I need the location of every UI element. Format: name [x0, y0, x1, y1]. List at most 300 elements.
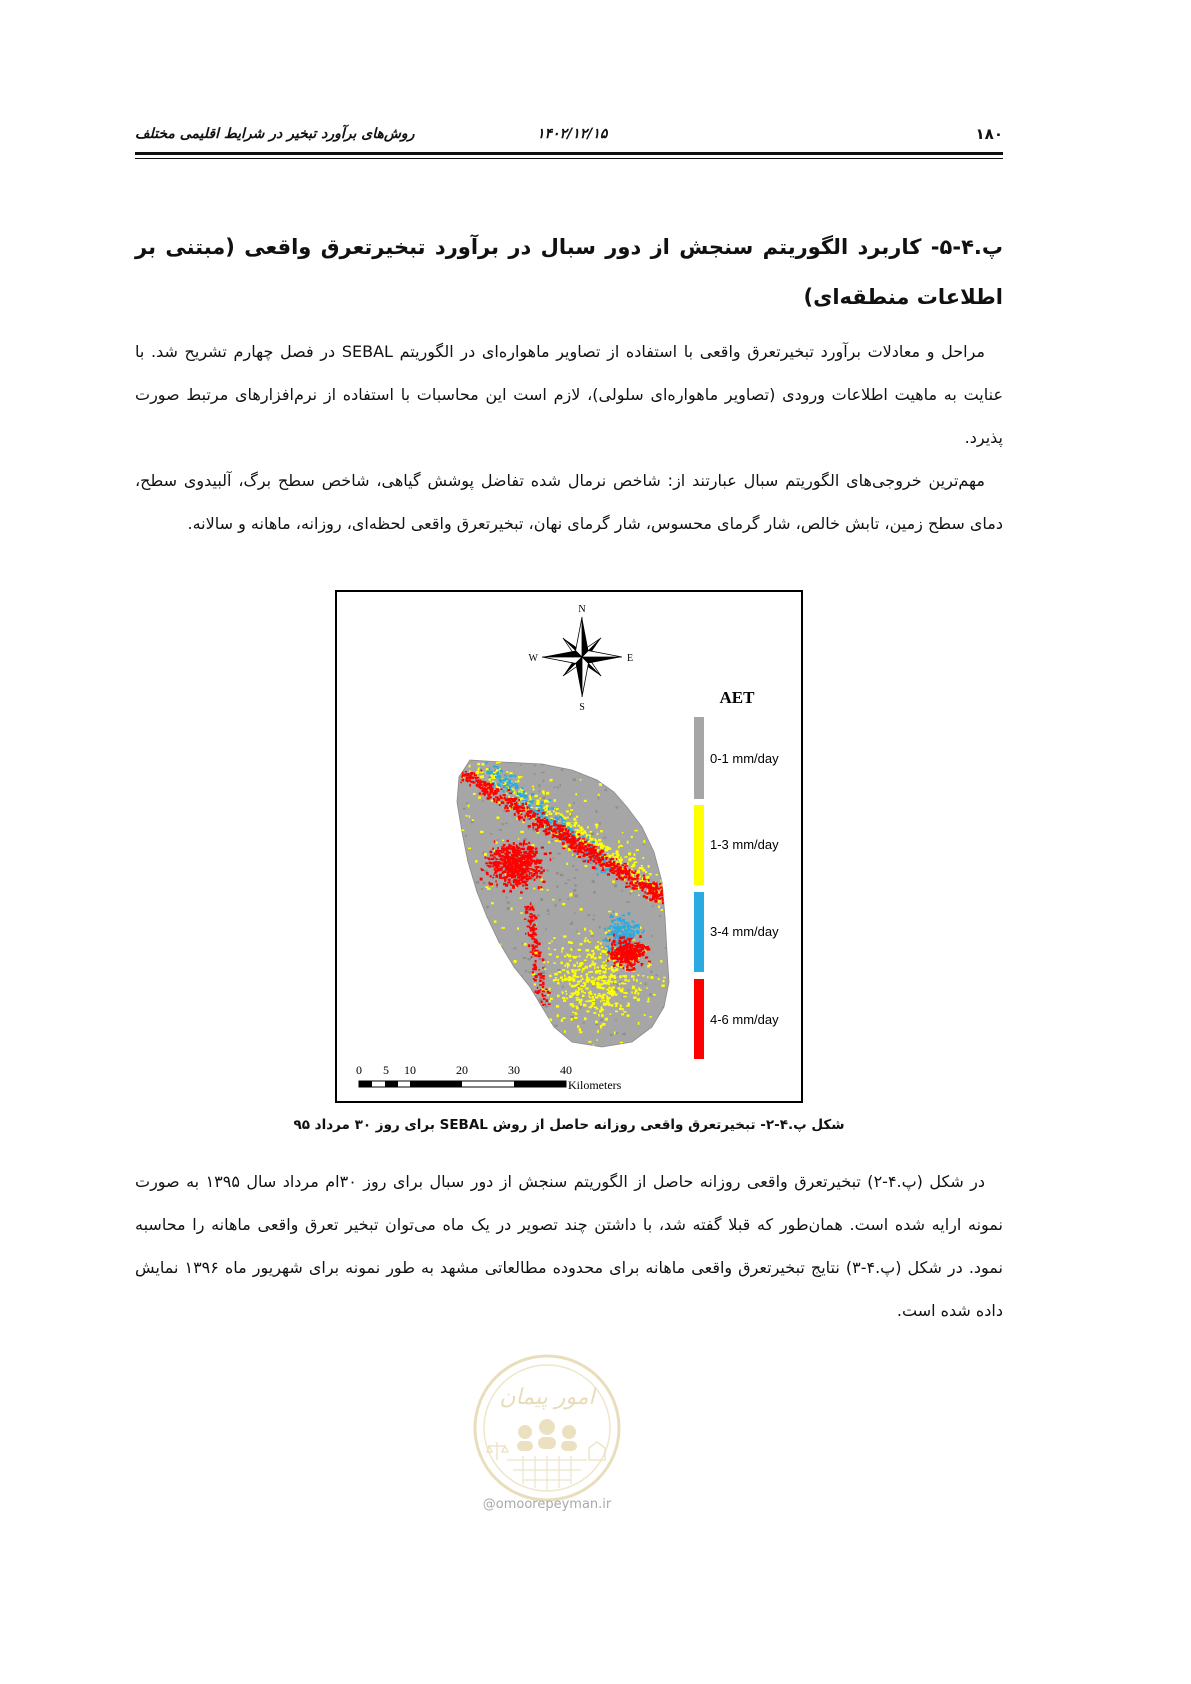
aet-pixel — [626, 992, 628, 994]
aet-pixel — [509, 860, 511, 863]
aet-pixel — [573, 889, 576, 892]
aet-pixel — [667, 805, 670, 806]
aet-pixel — [644, 822, 646, 824]
aet-pixel — [611, 943, 613, 945]
aet-pixel — [588, 954, 591, 955]
aet-pixel — [564, 974, 566, 977]
aet-pixel — [514, 851, 516, 854]
figure-caption: شکل پ.۴-۲- تبخیرتعرق واقعی روزانه حاصل از روش SEBAL برای روز ۳۰ مرداد ۹۵ — [293, 1117, 845, 1133]
legend-label-1-3: 1-3 mm/day — [710, 837, 779, 852]
aet-pixel — [528, 932, 529, 934]
aet-pixel — [586, 956, 588, 958]
aet-pixel — [508, 879, 511, 881]
aet-pixel — [631, 866, 635, 868]
aet-pixel — [641, 955, 643, 957]
aet-pixel — [602, 867, 604, 870]
aet-pixel — [551, 807, 555, 809]
aet-pixel — [562, 817, 564, 820]
aet-pixel — [606, 995, 608, 998]
aet-pixel — [544, 820, 546, 823]
aet-pixel — [571, 922, 573, 925]
aet-pixel — [619, 946, 621, 948]
aet-pixel — [524, 1038, 526, 1040]
aet-pixel — [563, 1046, 567, 1049]
aet-pixel — [462, 830, 465, 832]
aet-pixel — [642, 952, 645, 954]
aet-pixel — [528, 934, 531, 936]
aet-pixel — [497, 817, 500, 820]
aet-pixel — [535, 1045, 538, 1047]
aet-pixel — [534, 954, 537, 956]
aet-pixel — [475, 916, 476, 918]
aet-pixel — [532, 971, 534, 974]
aet-pixel — [655, 891, 658, 894]
aet-pixel — [481, 1049, 483, 1051]
aet-pixel — [592, 880, 595, 883]
aet-pixel — [464, 923, 466, 925]
aet-pixel — [500, 1036, 503, 1039]
watermark-url: @omoorepeyman.ir — [482, 1497, 612, 1512]
aet-pixel — [649, 1045, 652, 1047]
aet-pixel — [619, 860, 621, 862]
aet-pixel — [638, 957, 640, 959]
aet-pixel — [507, 907, 510, 910]
aet-pixel — [496, 788, 500, 790]
aet-pixel — [544, 853, 548, 855]
aet-pixel — [635, 956, 637, 958]
aet-pixel — [466, 815, 468, 817]
aet-pixel — [620, 771, 623, 773]
aet-pixel — [498, 783, 501, 786]
aet-pixel — [600, 1000, 601, 1002]
aet-pixel — [539, 1031, 542, 1034]
aet-pixel — [621, 923, 623, 925]
legend-swatch-4-6 — [694, 979, 704, 1059]
aet-pixel — [636, 979, 638, 982]
aet-pixel — [598, 993, 600, 995]
aet-pixel — [662, 1006, 663, 1007]
aet-pixel — [645, 777, 648, 780]
aet-pixel — [486, 906, 489, 908]
aet-pixel — [567, 842, 569, 844]
aet-pixel — [628, 879, 631, 880]
aet-pixel — [592, 866, 596, 869]
aet-pixel — [561, 769, 564, 771]
aet-pixel — [603, 982, 606, 985]
aet-pixel — [529, 1017, 531, 1019]
aet-pixel — [575, 972, 577, 975]
aet-pixel — [500, 868, 503, 870]
aet-pixel — [537, 820, 539, 823]
aet-pixel — [533, 812, 535, 814]
aet-pixel — [528, 877, 532, 879]
aet-pixel — [602, 1000, 605, 1002]
aet-pixel — [457, 758, 459, 760]
aet-pixel — [601, 1014, 604, 1017]
aet-pixel — [564, 845, 567, 848]
aet-pixel — [632, 887, 634, 889]
aet-pixel — [647, 976, 648, 978]
aet-pixel — [627, 841, 629, 844]
aet-pixel — [509, 1012, 511, 1015]
aet-pixel — [545, 989, 548, 991]
aet-pixel — [613, 911, 615, 913]
aet-pixel — [594, 994, 596, 996]
aet-pixel — [512, 846, 515, 847]
aet-pixel — [474, 977, 476, 979]
aet-pixel — [644, 1014, 646, 1016]
aet-pixel — [530, 815, 532, 817]
aet-pixel — [486, 872, 489, 874]
aet-pixel — [468, 848, 471, 850]
aet-pixel — [494, 863, 497, 866]
aet-pixel — [480, 831, 483, 833]
aet-pixel — [627, 964, 630, 966]
aet-pixel — [532, 824, 535, 826]
aet-pixel — [533, 908, 535, 911]
aet-pixel — [595, 1024, 598, 1026]
aet-pixel — [624, 952, 627, 953]
aet-pixel — [608, 983, 610, 985]
aet-pixel — [546, 792, 549, 795]
aet-pixel — [507, 791, 509, 792]
aet-pixel — [530, 859, 532, 862]
aet-pixel — [595, 978, 597, 981]
aet-pixel — [637, 998, 640, 1001]
aet-pixel — [579, 1028, 581, 1031]
aet-pixel — [667, 891, 669, 893]
aet-pixel — [645, 871, 647, 873]
aet-pixel — [627, 954, 630, 957]
aet-pixel — [505, 848, 508, 851]
aet-pixel — [547, 889, 549, 890]
aet-pixel — [622, 832, 624, 834]
aet-pixel — [529, 798, 531, 800]
aet-pixel — [533, 983, 536, 985]
aet-pixel — [496, 874, 498, 877]
aet-pixel — [619, 940, 622, 942]
aet-pixel — [618, 868, 621, 870]
aet-pixel — [582, 978, 584, 980]
aet-pixel — [657, 895, 659, 898]
aet-pixel — [602, 966, 606, 969]
aet-pixel — [645, 957, 648, 958]
aet-pixel — [566, 971, 569, 973]
aet-pixel — [637, 871, 641, 874]
aet-pixel — [617, 864, 620, 866]
aet-pixel — [592, 850, 594, 853]
aet-pixel — [574, 766, 578, 768]
aet-pixel — [537, 813, 539, 815]
aet-pixel — [524, 852, 527, 854]
aet-pixel — [494, 920, 497, 922]
aet-pixel — [626, 1005, 629, 1007]
aet-pixel — [638, 927, 640, 929]
aet-pixel — [510, 875, 513, 877]
aet-pixel — [645, 896, 648, 899]
aet-pixel — [501, 848, 505, 850]
aet-pixel — [592, 1045, 594, 1048]
aet-pixel — [532, 952, 534, 955]
aet-pixel — [605, 1018, 608, 1021]
aet-pixel — [575, 990, 577, 993]
aet-pixel — [504, 1051, 506, 1053]
aet-pixel — [619, 975, 621, 978]
aet-pixel — [641, 932, 644, 934]
aet-pixel — [506, 852, 509, 854]
aet-pixel — [472, 819, 474, 821]
aet-pixel — [622, 975, 624, 977]
aet-pixel — [522, 797, 524, 799]
aet-pixel — [648, 961, 651, 963]
aet-pixel — [659, 915, 662, 917]
scale-bar-segment — [359, 1081, 372, 1087]
aet-pixel — [554, 787, 556, 789]
aet-pixel — [622, 949, 625, 951]
aet-pixel — [613, 992, 616, 995]
scale-tick-label: 30 — [508, 1063, 520, 1077]
aet-pixel — [584, 967, 587, 969]
aet-pixel — [605, 946, 609, 948]
aet-pixel — [540, 867, 542, 870]
aet-pixel — [614, 884, 617, 887]
aet-pixel — [543, 975, 545, 977]
aet-pixel — [520, 813, 522, 815]
aet-pixel — [578, 933, 581, 935]
aet-pixel — [542, 982, 544, 985]
aet-pixel — [523, 863, 525, 866]
aet-pixel — [582, 838, 585, 839]
aet-pixel — [484, 853, 487, 856]
aet-pixel — [634, 992, 636, 995]
aet-pixel — [492, 858, 494, 860]
aet-pixel — [488, 859, 491, 861]
aet-pixel — [527, 857, 530, 859]
aet-map-canvas — [337, 592, 801, 1101]
aet-pixel — [554, 825, 556, 827]
aet-pixel — [489, 883, 493, 886]
aet-pixel — [668, 973, 671, 976]
aet-pixel — [590, 1005, 593, 1007]
aet-pixel — [581, 858, 584, 860]
aet-pixel — [554, 949, 556, 950]
aet-pixel — [582, 985, 585, 987]
aet-pixel — [628, 776, 631, 779]
aet-pixel — [598, 956, 601, 959]
aet-pixel — [525, 878, 527, 880]
aet-pixel — [580, 908, 583, 911]
aet-pixel — [513, 806, 517, 808]
aet-pixel — [558, 971, 561, 973]
aet-pixel — [607, 873, 610, 876]
aet-pixel — [492, 1036, 494, 1039]
aet-pixel — [584, 928, 586, 931]
aet-pixel — [625, 960, 628, 963]
aet-pixel — [627, 1014, 630, 1017]
aet-pixel — [489, 1046, 491, 1049]
aet-pixel — [535, 807, 538, 809]
aet-pixel — [508, 863, 510, 865]
aet-pixel — [539, 980, 542, 981]
aet-pixel — [557, 853, 561, 855]
aet-pixel — [529, 807, 531, 809]
aet-pixel — [492, 877, 494, 878]
aet-pixel — [477, 925, 481, 928]
aet-pixel — [644, 891, 646, 893]
aet-pixel — [557, 813, 560, 815]
aet-pixel — [669, 769, 672, 772]
aet-pixel — [498, 865, 500, 867]
aet-pixel — [524, 838, 527, 839]
aet-pixel — [652, 823, 656, 824]
aet-pixel — [532, 1011, 535, 1014]
aet-pixel — [664, 897, 667, 899]
aet-pixel — [505, 778, 508, 780]
aet-pixel — [490, 833, 492, 835]
aet-pixel — [495, 880, 496, 882]
aet-pixel — [613, 965, 616, 967]
aet-pixel — [515, 1025, 518, 1027]
aet-pixel — [661, 909, 663, 911]
aet-pixel — [535, 848, 538, 850]
aet-pixel — [583, 1004, 586, 1007]
aet-pixel — [556, 809, 558, 811]
aet-pixel — [519, 852, 521, 854]
aet-pixel — [509, 786, 512, 789]
aet-pixel — [520, 897, 522, 899]
aet-pixel — [626, 969, 629, 971]
aet-pixel — [557, 995, 560, 998]
aet-pixel — [461, 870, 463, 873]
aet-pixel — [485, 886, 488, 888]
aet-pixel — [541, 801, 544, 803]
aet-pixel — [655, 888, 657, 890]
legend-title: AET — [719, 688, 755, 707]
aet-pixel — [630, 776, 632, 779]
aet-pixel — [533, 978, 535, 980]
aet-pixel — [606, 989, 609, 991]
aet-pixel — [576, 997, 579, 999]
aet-pixel — [499, 1040, 501, 1042]
aet-pixel — [533, 968, 537, 970]
aet-pixel — [553, 810, 555, 812]
aet-pixel — [475, 860, 477, 863]
aet-pixel — [614, 924, 616, 926]
aet-pixel — [584, 960, 587, 962]
aet-pixel — [601, 856, 604, 859]
aet-pixel — [469, 815, 470, 817]
aet-pixel — [516, 874, 518, 876]
scale-tick-label: 20 — [456, 1063, 468, 1077]
aet-pixel — [532, 786, 534, 788]
aet-pixel — [479, 793, 481, 795]
aet-pixel — [616, 984, 619, 986]
aet-pixel — [628, 779, 630, 781]
aet-pixel — [528, 944, 530, 947]
aet-pixel — [506, 1035, 508, 1038]
aet-pixel — [544, 800, 545, 803]
aet-pixel — [616, 874, 618, 876]
aet-pixel — [502, 927, 505, 929]
aet-pixel — [628, 980, 630, 982]
aet-pixel — [529, 927, 532, 929]
aet-pixel — [562, 979, 564, 982]
aet-pixel — [584, 856, 586, 858]
aet-pixel — [511, 807, 513, 808]
aet-pixel — [567, 817, 569, 819]
aet-pixel — [649, 780, 651, 782]
aet-pixel — [527, 864, 529, 867]
aet-pixel — [489, 768, 491, 771]
aet-pixel — [587, 940, 589, 942]
aet-pixel — [482, 1038, 484, 1040]
aet-pixel — [528, 958, 532, 960]
aet-pixel — [508, 1045, 511, 1046]
aet-pixel — [515, 993, 517, 995]
aet-pixel — [606, 1000, 609, 1003]
aet-pixel — [628, 876, 630, 879]
aet-pixel — [523, 1050, 526, 1052]
aet-pixel — [600, 1019, 603, 1021]
aet-pixel — [636, 849, 639, 851]
aet-pixel — [562, 847, 565, 849]
aet-pixel — [585, 937, 587, 939]
aet-pixel — [620, 960, 622, 963]
aet-pixel — [481, 770, 483, 772]
aet-pixel — [642, 776, 644, 779]
aet-pixel — [502, 790, 504, 792]
scale-bar-segment — [514, 1081, 566, 1087]
aet-pixel — [609, 934, 612, 936]
aet-pixel — [601, 1006, 603, 1008]
aet-pixel — [622, 1008, 624, 1011]
aet-pixel — [529, 854, 532, 856]
aet-pixel — [505, 823, 508, 825]
aet-pixel — [575, 847, 577, 850]
aet-pixel — [592, 983, 594, 985]
aet-pixel — [620, 856, 621, 858]
aet-pixel — [523, 840, 525, 843]
aet-pixel — [461, 959, 464, 961]
aet-pixel — [512, 886, 515, 889]
aet-pixel — [559, 899, 561, 902]
aet-pixel — [599, 996, 602, 998]
aet-pixel — [494, 769, 496, 771]
aet-pixel — [551, 941, 553, 943]
aet-pixel — [628, 886, 631, 888]
aet-pixel — [621, 1013, 624, 1015]
aet-pixel — [619, 948, 622, 950]
running-title: روش‌های برآورد تبخیر در شرایط اقلیمی مختلف — [135, 126, 415, 142]
aet-pixel — [592, 919, 595, 921]
aet-pixel — [509, 844, 511, 846]
aet-pixel — [515, 804, 517, 806]
aet-pixel — [521, 776, 523, 777]
aet-pixel — [597, 1030, 599, 1033]
aet-pixel — [534, 765, 536, 767]
aet-pixel — [461, 1003, 463, 1005]
aet-pixel — [575, 793, 577, 795]
aet-pixel — [554, 973, 558, 976]
aet-pixel — [634, 830, 637, 832]
aet-pixel — [532, 800, 534, 802]
aet-pixel — [605, 964, 607, 966]
aet-pixel — [595, 862, 597, 865]
aet-pixel — [624, 975, 627, 978]
aet-pixel — [506, 802, 508, 804]
aet-pixel — [572, 1005, 575, 1008]
aet-pixel — [603, 962, 606, 964]
